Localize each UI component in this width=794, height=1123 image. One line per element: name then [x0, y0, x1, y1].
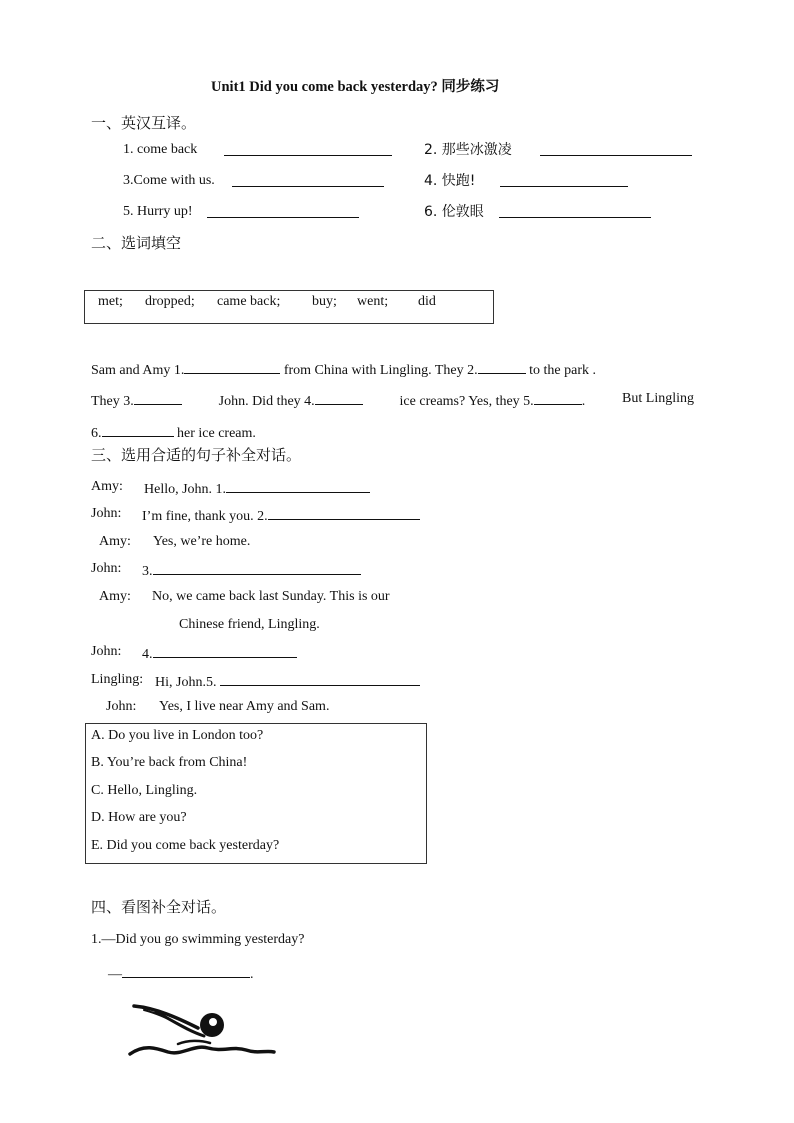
swimmer-picture	[126, 998, 278, 1060]
dialogue-line-3: Yes, we’re home.	[153, 534, 251, 549]
dialogue-speaker-8: Lingling:	[91, 672, 144, 687]
passage-blank-6[interactable]	[102, 422, 174, 437]
dialogue-speaker-3: Amy:	[99, 534, 131, 549]
passage-l2-seg-2	[219, 390, 363, 411]
passage-l2-seg-1	[91, 390, 182, 411]
dialogue-speaker-4: John:	[91, 561, 122, 576]
s1-answer-5[interactable]	[207, 203, 359, 218]
word-bank-word-4: buy;	[312, 294, 337, 309]
swimmer-body	[156, 1012, 204, 1036]
dialogue-line-8	[155, 671, 420, 692]
dialogue-text-7: 4.	[142, 647, 153, 662]
option-a: A. Do you live in London too?	[91, 728, 264, 743]
option-e: E. Did you come back yesterday?	[91, 838, 280, 853]
dialogue-line-7	[142, 643, 297, 664]
page-title: Unit1 Did you come back yesterday? 同步练习	[211, 79, 500, 95]
s1-item-1-text: 1. come back	[123, 142, 198, 157]
water-ripple	[178, 1041, 210, 1044]
s1-item-5	[123, 203, 193, 221]
dialogue-line-6: Chinese friend, Lingling.	[179, 617, 320, 632]
dialogue-line-9: Yes, I live near Amy and Sam.	[159, 699, 330, 714]
swimmer-face	[209, 1018, 217, 1026]
option-d: D. How are you?	[91, 810, 187, 825]
dialogue-line-1	[144, 478, 370, 499]
dialogue-speaker-7: John:	[91, 644, 122, 659]
word-bank-word-2: dropped;	[145, 294, 195, 309]
s4-answer-blank-1[interactable]	[122, 963, 250, 978]
passage-blank-3[interactable]	[134, 390, 182, 405]
passage-line-1	[91, 359, 596, 380]
passage-blank-4[interactable]	[315, 390, 363, 405]
s4-answer-line-1	[108, 963, 254, 984]
section-4-heading: 四、看图补全对话。	[91, 898, 227, 916]
passage-blank-2[interactable]	[478, 359, 526, 374]
dialogue-line-4	[142, 560, 361, 581]
s4-question-1: 1.—Did you go swimming yesterday?	[91, 932, 305, 947]
dialogue-speaker-5: Amy:	[99, 589, 131, 604]
passage-l1-part-2: from China with Lingling. They 2.	[283, 363, 478, 378]
passage-line-3	[91, 422, 256, 443]
dialogue-blank-2[interactable]	[268, 505, 420, 520]
section-2-heading: 二、选词填空	[91, 234, 182, 252]
water-wave	[130, 1047, 274, 1054]
passage-l1-part-1: Sam and Amy 1.	[91, 363, 185, 378]
dialogue-line-2	[142, 505, 420, 526]
s1-item-3-text: 3.Come with us.	[123, 173, 215, 188]
s1-item-1	[123, 141, 197, 159]
dialogue-text-8: Hi, John.5.	[155, 675, 217, 690]
s1-item-2-text: 2. 那些冰激凌	[424, 142, 512, 158]
s1-answer-6[interactable]	[499, 203, 651, 218]
option-b: B. You’re back from China!	[91, 755, 248, 770]
s1-item-2	[424, 141, 512, 159]
s4-answer-prefix: —	[108, 967, 122, 982]
word-bank-word-5: went;	[357, 294, 389, 309]
passage-l2-part-2: John. Did they 4.	[218, 394, 315, 409]
s1-answer-4[interactable]	[500, 172, 628, 187]
dialogue-text-2: I’m fine, thank you. 2.	[142, 509, 268, 524]
dialogue-blank-5[interactable]	[220, 671, 420, 686]
passage-l2-part-4: .	[581, 394, 586, 409]
dialogue-text-4: 3.	[142, 564, 153, 579]
dialogue-line-5: No, we came back last Sunday. This is our	[152, 589, 390, 604]
passage-l3-part-1: 6.	[91, 426, 102, 441]
passage-blank-1[interactable]	[184, 359, 280, 374]
passage-l2-seg-3	[400, 390, 586, 411]
s1-answer-1[interactable]	[224, 141, 392, 156]
word-bank-word-3: came back;	[217, 294, 281, 309]
s4-answer-suffix: .	[250, 967, 254, 982]
s1-item-6-text: 6. 伦敦眼	[424, 204, 484, 220]
s1-item-5-text: 5. Hurry up!	[123, 204, 193, 219]
dialogue-blank-1[interactable]	[226, 478, 370, 493]
passage-blank-5[interactable]	[534, 390, 582, 405]
option-c: C. Hello, Lingling.	[91, 783, 198, 798]
dialogue-text-1: Hello, John. 1.	[144, 482, 227, 497]
s1-item-4-text: 4. 快跑!	[424, 173, 476, 189]
s1-answer-3[interactable]	[232, 172, 384, 187]
s1-answer-2[interactable]	[540, 141, 692, 156]
passage-l2-part-5: But Lingling	[622, 391, 694, 406]
passage-l3-part-2: her ice cream.	[177, 426, 256, 441]
dialogue-speaker-1: Amy:	[91, 479, 123, 494]
word-bank-word-6: did	[418, 294, 436, 309]
passage-line-2	[91, 390, 694, 411]
s1-item-6	[424, 203, 484, 221]
passage-l2-part-1: They 3.	[91, 394, 134, 409]
section-1-heading: 一、英汉互译。	[91, 114, 197, 132]
passage-l2-part-3: ice creams? Yes, they 5.	[399, 394, 534, 409]
dialogue-blank-4[interactable]	[153, 643, 297, 658]
word-bank-word-1: met;	[98, 294, 123, 309]
passage-l1-part-3: to the park .	[529, 363, 596, 378]
dialogue-blank-3[interactable]	[153, 560, 361, 575]
dialogue-speaker-9: John:	[106, 699, 137, 714]
section-3-heading: 三、选用合适的句子补全对话。	[91, 446, 302, 464]
s1-item-4	[424, 172, 475, 190]
dialogue-speaker-2: John:	[91, 506, 122, 521]
s1-item-3	[123, 172, 215, 190]
